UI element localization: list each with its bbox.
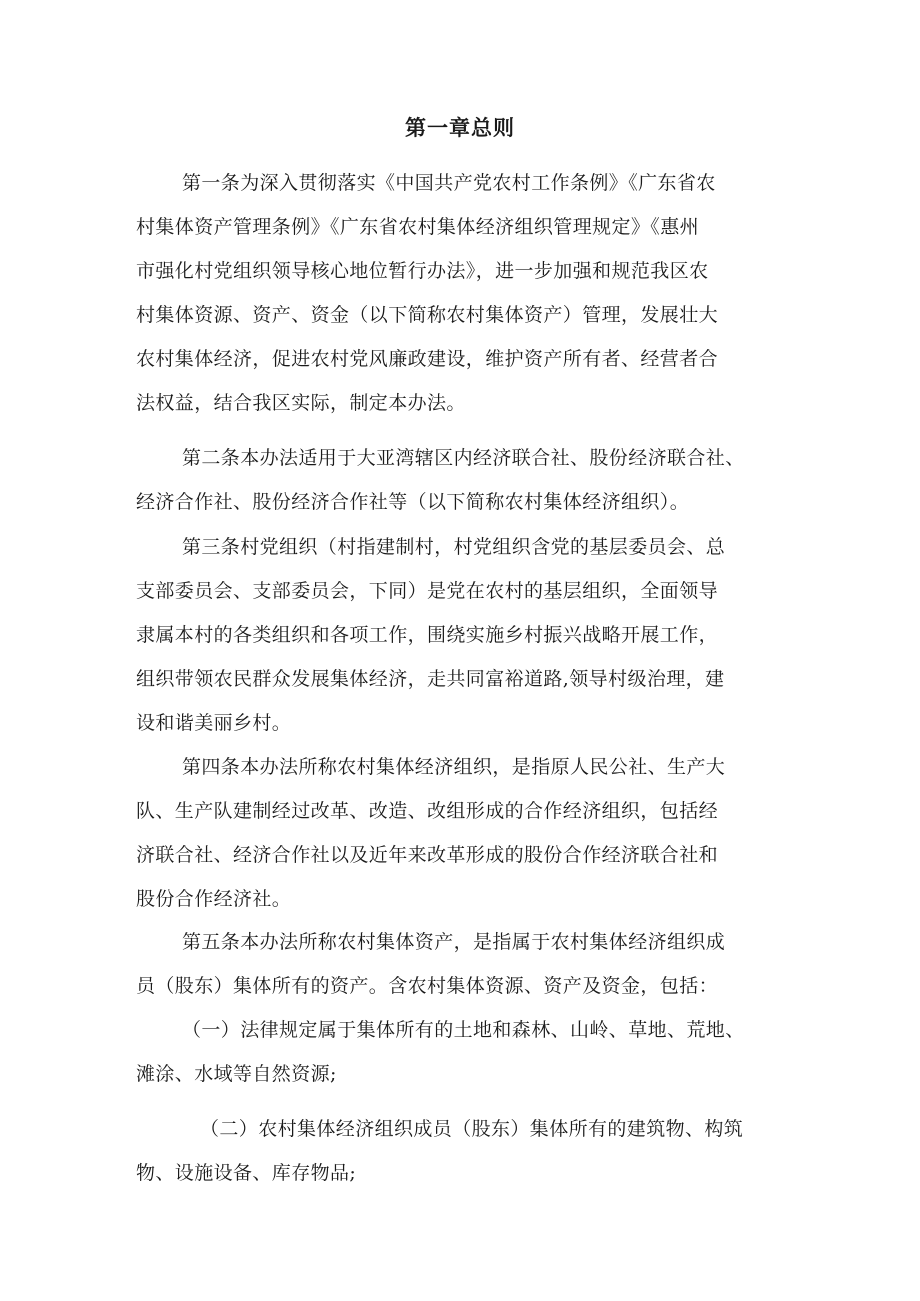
article-1-line: 农村集体经济，促进农村党风廉政建设，维护资产所有者、经营者合 [136,348,719,370]
article-1-line: 村集体资产管理条例》《广东省农村集体经济组织管理规定》《惠州 [136,216,700,238]
list-item-2 [136,1107,792,1195]
article-3-line: 设和谐美丽乡村。 [136,712,292,734]
article-3-line: 第三条村党组织（村指建制村，村党组织含党的基层委员会、总 [182,536,726,558]
article-3-line: 组织带领农民群众发展集体经济，走共同富裕道路,领导村级治理，建 [136,668,725,690]
article-3 [136,525,792,745]
article-4 [136,745,792,921]
article-3-line: 隶属本村的各类组织和各项工作，围绕实施乡村振兴战略开展工作， [136,624,719,646]
list-item-1-line: （一）法律规定属于集体所有的土地和森林、山岭、草地、荒地、 [182,1019,745,1041]
article-1-line: 第一条为深入贯彻落实《中国共产党农村工作条例》《广东省农 [182,172,716,194]
article-1 [136,161,792,425]
article-2-line: 经济合作社、股份经济合作社等（以下简称农村集体经济组织）。 [136,491,690,513]
article-5 [136,920,792,1008]
article-3-line: 支部委员会、支部委员会，下同）是党在农村的基层组织，全面领导 [136,580,719,602]
article-4-line: 济联合社、经济合作社以及近年来改革形成的股份合作经济联合社和 [136,844,719,866]
article-5-line: 员（股东）集体所有的资产。含农村集体资源、资产及资金，包括： [136,975,719,997]
article-1-line: 市强化村党组织领导核心地位暂行办法》，进一步加强和规范我区农 [136,260,709,282]
article-4-line: 队、生产队建制经过改革、改造、改组形成的合作经济组织，包括经 [136,800,719,822]
list-item-2-line: （二）农村集体经济组织成员（股东）集体所有的建筑物、构筑 [200,1118,744,1140]
list-item-2-line: 物、设施设备、库存物品; [136,1162,357,1184]
article-4-line: 第四条本办法所称农村集体经济组织，是指原人民公社、生产大 [182,756,726,778]
article-5-line: 第五条本办法所称农村集体资产，是指属于农村集体经济组织成 [182,931,726,953]
list-item-1-line: 滩涂、水域等自然资源; [136,1063,337,1085]
article-4-line: 股份合作经济社。 [136,888,292,910]
article-1-line: 村集体资源、资产、资金（以下简称农村集体资产）管理，发展壮大 [136,304,719,326]
list-item-1 [136,1008,792,1096]
chapter-title: 第一章总则 [405,116,515,140]
article-1-line: 法权益，结合我区实际，制定本办法。 [136,392,466,414]
article-2-line: 第二条本办法适用于大亚湾辖区内经济联合社、股份经济联合社、 [182,447,745,469]
article-2 [136,436,792,524]
